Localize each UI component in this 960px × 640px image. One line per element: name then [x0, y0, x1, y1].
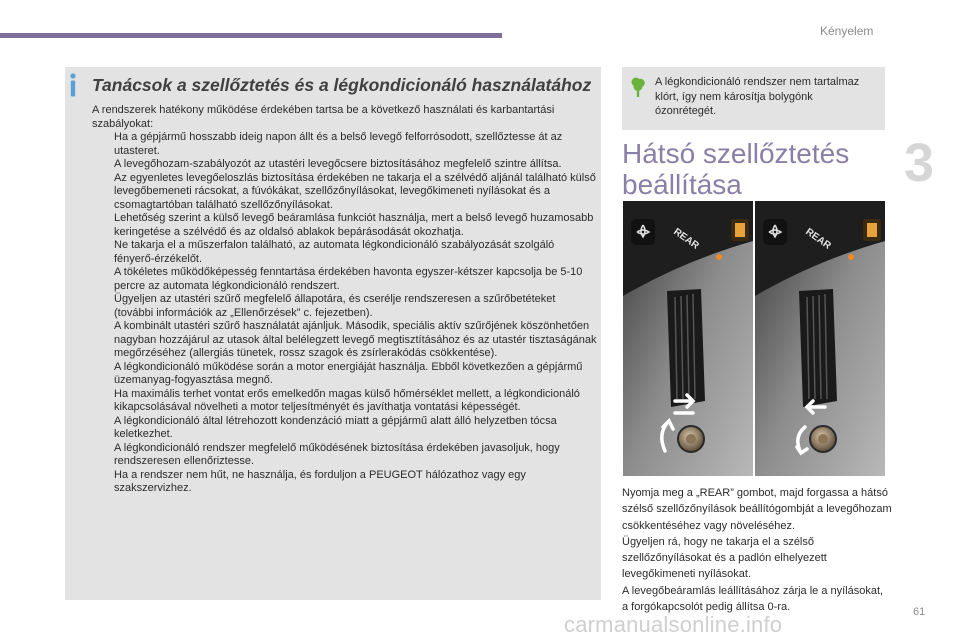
- rear-section-title: Hátsó szellőztetés beállítása: [622, 138, 850, 200]
- tips-body: [92, 104, 597, 496]
- tip-line: Ne takarja el a műszerfalon található, az automata légkondicionáló szabályozását szolgáló fényerő-érzékelőt.: [114, 239, 555, 265]
- tip-item: [92, 293, 597, 361]
- tree-icon: [631, 76, 645, 98]
- tip-line: A levegőhozam-szabályozót az utastéri levegőcsere biztosításához megfelelő szintre állítsa.: [114, 158, 562, 170]
- tips-title: Tanácsok a szellőztetés és a légkondicionáló használatához: [92, 75, 592, 95]
- tip-item: [92, 361, 597, 442]
- tip-line: A légkondicionáló működése során a motor energiáját használja. Ebből következően a gépjármű üzemanyag-fogyasztása megnő.: [114, 360, 583, 386]
- tip-item: [92, 239, 597, 266]
- rear-instructions: [622, 485, 892, 615]
- tip-line: A tökéletes működőképesség fenntartása érdekében havonta egyszer-kétszer kapcsolja be 5-10 percre az automata légkondicionáló rendszert.: [114, 266, 583, 292]
- tip-line: Lehetőség szerint a külső levegő beáramlása funkciót használja, mert a belső levegő huzamosabb keringetése a szélvédő és az oldalsó ablakok bepárásodását okozhatja.: [114, 212, 594, 238]
- watermark: carmanualsonline.info: [564, 612, 783, 637]
- tip-item: [92, 172, 597, 213]
- rear-vent-photo-left: [623, 201, 753, 476]
- tip-item: [92, 469, 597, 496]
- rear-paragraph: A levegőbeáramlás leállításához zárja le a nyílásokat, a forgókapcsolót pedig állítsa 0-ra.: [622, 584, 884, 614]
- rear-button-label: REAR: [803, 226, 833, 252]
- tip-line: Az egyenletes levegőeloszlás biztosítása érdekében ne takarja el a szélvédő aljánál található külső levegőbemeneti rácsokat, a fúvókákat, szellőzőnyílásokat, levegőkimeneti nyílásokat és a csomagtartóban található szellőzőnyílásokat.: [114, 171, 596, 211]
- eco-note: A légkondicionáló rendszer nem tartalmaz klórt, így nem károsítja bolygónk ózonrétegét.: [655, 76, 860, 117]
- rear-vent-photo-right: [755, 201, 885, 476]
- rear-paragraph: Nyomja meg a „REAR” gombot, majd forgassa a hátsó szélső szellőzőnyílások beállítógombját a levegőhozam csökkentéséhez vagy növeléséhez.: [622, 487, 892, 532]
- tip-line: A kombinált utastéri szűrő használatát ajánljuk. Második, speciális aktív szűrőjének köszönhetően nagyban hozzájárul az utasok által belélegzett levegő megtisztításához és az utastér tisztaságának megőrzéséhez (allergiás tünetek, rossz szagok és zsírlerakódás csökkentése).: [114, 320, 597, 359]
- tip-line: A légkondicionáló rendszer megfelelő működésének biztosítása érdekében javasoljuk, hogy rendszeresen ellenőriztesse.: [114, 441, 560, 467]
- tip-item: [92, 266, 597, 293]
- tips-intro: A rendszerek hatékony működése érdekében tartsa be a következő használati és karbantartási szabályokat:: [92, 104, 555, 130]
- info-icon: [68, 73, 78, 97]
- page-number: 61: [913, 606, 926, 618]
- tip-item: [92, 212, 597, 239]
- tip-item: [92, 442, 597, 469]
- tip-line: A légkondicionáló által létrehozott kondenzáció miatt a gépjármű alatt álló helyzetben tócsa keletkezhet.: [114, 414, 557, 440]
- chapter-number: 3: [904, 133, 935, 193]
- tips-list: [92, 131, 597, 496]
- rear-button-label: REAR: [671, 226, 701, 252]
- tip-line: Ha a gépjármű hosszabb ideig napon állt és a belső levegő felforrósodott, szellőztesse át az utasteret.: [114, 131, 563, 157]
- rear-paragraph: Ügyeljen rá, hogy ne takarja el a szélső szellőzőnyílásokat és a padlón elhelyezett levegőkimeneti nyílásokat.: [622, 535, 827, 581]
- tip-line: Ha a rendszer nem hűt, ne használja, és forduljon a PEUGEOT hálózathoz vagy egy szakszervizhez.: [114, 468, 526, 494]
- section-title: Kényelem: [820, 24, 874, 38]
- tip-line: Ügyeljen az utastéri szűrő megfelelő állapotára, és cserélje rendszeresen a szűrőbetéteket (további információk az „Ellenőrzések” c. fejezetben).: [114, 293, 556, 319]
- tip-line: Ha maximális terhet vontat erős emelkedőn magas külső hőmérséklet mellett, a légkondicionáló kikapcsolásával növelheti a motor teljesítményét és javíthatja vontatási képességét.: [114, 387, 580, 413]
- header-accent-bar: [0, 33, 502, 38]
- tip-item: [92, 131, 597, 172]
